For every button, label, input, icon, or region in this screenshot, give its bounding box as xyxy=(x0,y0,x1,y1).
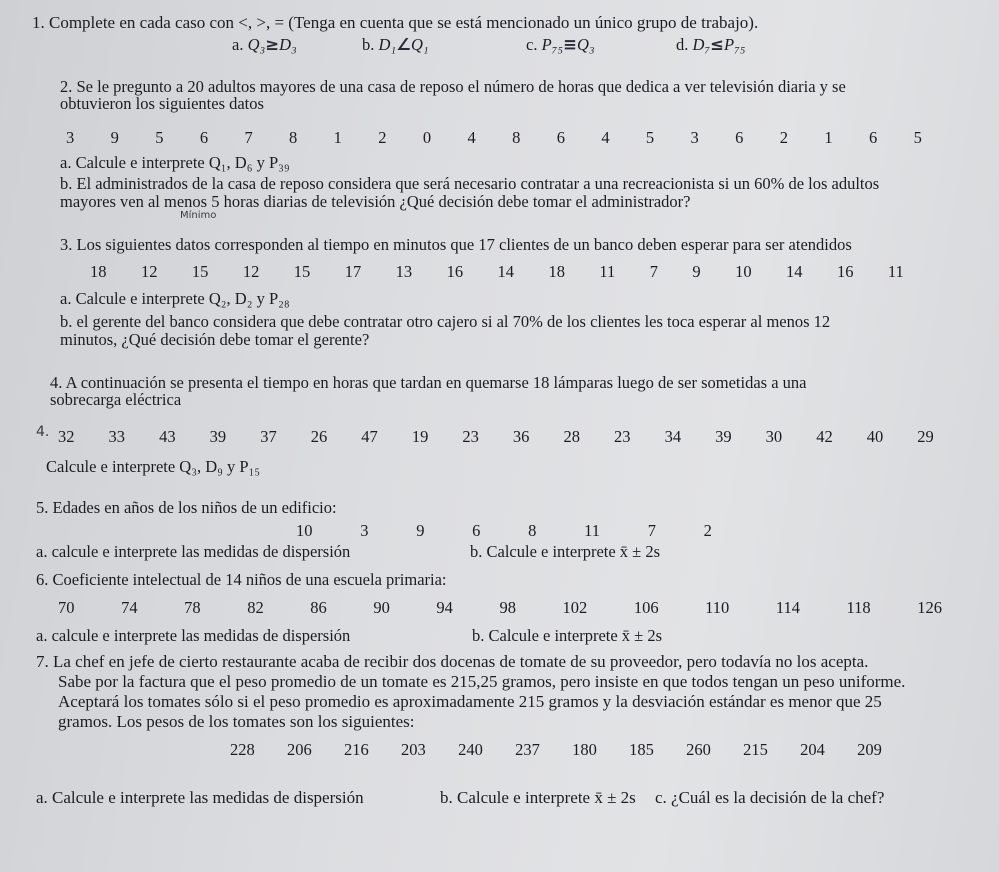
data-value: 9 xyxy=(416,521,425,540)
data-value: 9 xyxy=(110,128,119,147)
item-right: Q₁ xyxy=(410,35,429,54)
item-label: a. xyxy=(232,35,244,54)
data-value: 74 xyxy=(121,598,138,617)
data-value: 47 xyxy=(361,427,378,446)
q1-text: 1. Complete en cada caso con <, >, = (Tenga en cuenta que se está mencionado un único grupo de trabajo). xyxy=(32,13,759,32)
q2-part-b: b. El administrados de la casa de reposo considera que será necesario contratar a una recreacionista si un 60% de los adultos xyxy=(60,174,880,193)
item-right: Q₃ xyxy=(576,35,595,54)
data-value: 3 xyxy=(690,128,699,147)
q5-data-row xyxy=(296,521,712,541)
data-value: 118 xyxy=(846,598,871,617)
data-value: 16 xyxy=(836,262,854,281)
data-value: 215 xyxy=(743,740,768,759)
handwritten-answer: ≤ xyxy=(710,35,724,54)
data-value: 1 xyxy=(824,128,833,147)
q1-item-b xyxy=(362,36,429,54)
data-value: 78 xyxy=(184,598,201,617)
q3-part-a: a. Calcule e interprete Q₂, D₂ y P₂₈ xyxy=(60,289,290,308)
q6-data-row xyxy=(58,598,942,618)
data-value: 209 xyxy=(857,740,882,759)
q5-part-a: a. calcule e interprete las medidas de dispersión xyxy=(36,542,351,561)
data-value: 8 xyxy=(512,128,521,147)
data-value: 1 xyxy=(333,128,342,147)
data-value: 30 xyxy=(765,427,783,446)
data-value: 23 xyxy=(462,427,479,446)
data-value: 36 xyxy=(512,427,530,446)
data-value: 86 xyxy=(310,598,327,617)
data-value: 33 xyxy=(108,427,126,446)
data-value: 39 xyxy=(715,427,732,446)
data-value: 15 xyxy=(293,262,311,281)
data-value: 204 xyxy=(800,740,825,759)
data-value: 114 xyxy=(775,598,800,617)
data-value: 6 xyxy=(472,521,481,540)
q4-part-a: Calcule e interprete Q₃, D₉ y P₁₅ xyxy=(46,457,261,476)
data-value: 19 xyxy=(411,427,429,446)
q1-item-c xyxy=(526,36,595,54)
data-value: 13 xyxy=(395,262,413,281)
data-value: 90 xyxy=(373,598,390,617)
item-right: P₇₅ xyxy=(723,35,746,54)
q4-line: 4. A continuación se presenta el tiempo en horas que tardan en quemarse 18 lámparas luego de ser sometidas a una xyxy=(50,373,807,392)
data-value: 0 xyxy=(422,128,432,147)
data-value: 70 xyxy=(58,598,75,617)
data-value: 18 xyxy=(90,262,107,281)
data-value: 2 xyxy=(378,128,387,147)
data-value: 17 xyxy=(344,262,362,281)
handwritten-answer: ≡ xyxy=(563,35,577,54)
q6-part-b: b. Calcule e interprete x̄ ± 2s xyxy=(472,626,663,645)
data-value: 12 xyxy=(242,262,260,281)
handwritten-answer: ≥ xyxy=(265,35,280,54)
data-value: 43 xyxy=(159,427,176,446)
data-value: 5 xyxy=(645,128,655,147)
data-value: 6 xyxy=(868,128,878,147)
item-left: P₇₅ xyxy=(541,35,564,54)
data-value: 237 xyxy=(515,740,540,759)
q4-line: sobrecarga eléctrica xyxy=(50,390,182,409)
item-right: D₃ xyxy=(279,35,297,54)
data-value: 180 xyxy=(572,740,597,759)
data-value: 2 xyxy=(703,521,712,540)
data-value: 98 xyxy=(499,598,516,617)
data-value: 11 xyxy=(599,262,616,281)
data-value: 203 xyxy=(401,740,426,759)
data-value: 23 xyxy=(614,427,631,446)
data-value: 4 xyxy=(601,128,610,147)
data-value: 102 xyxy=(562,598,588,617)
q7-part-b: b. Calcule e interprete x̄ ± 2s xyxy=(440,788,636,807)
q7-part-a: a. Calcule e interprete las medidas de dispersión xyxy=(36,788,364,807)
q7-line: gramos. Los pesos de los tomates son los siguientes: xyxy=(58,712,415,731)
item-label: c. xyxy=(526,35,538,54)
data-value: 228 xyxy=(230,740,255,759)
data-value: 185 xyxy=(629,740,654,759)
data-value: 6 xyxy=(199,128,209,147)
data-value: 14 xyxy=(786,262,803,281)
q2-line: obtuvieron los siguientes datos xyxy=(60,94,264,113)
data-value: 94 xyxy=(436,598,453,617)
q3-part-b: b. el gerente del banco considera que debe contratar otro cajero si al 70% de los clientes les toca esperar al menos 12 xyxy=(60,312,831,331)
q3-data-row xyxy=(90,262,904,282)
data-value: 260 xyxy=(686,740,711,759)
handwritten-note: Mínimo xyxy=(180,210,217,221)
data-value: 26 xyxy=(310,427,328,446)
data-value: 10 xyxy=(296,521,313,540)
data-value: 5 xyxy=(913,128,922,147)
data-value: 18 xyxy=(548,262,565,281)
data-value: 42 xyxy=(816,427,833,446)
q6-line: 6. Coeficiente intelectual de 14 niños de una escuela primaria: xyxy=(36,570,447,589)
q1-item-d xyxy=(676,36,746,54)
data-value: 40 xyxy=(866,427,884,446)
data-value: 7 xyxy=(244,128,253,147)
data-value: 6 xyxy=(556,128,565,147)
data-value: 8 xyxy=(528,521,537,540)
item-left: D₇ xyxy=(692,35,711,54)
q5-part-b: b. Calcule e interprete x̄ ± 2s xyxy=(470,542,661,561)
q1-item-a xyxy=(232,36,297,54)
data-value: 8 xyxy=(289,128,298,147)
q2-part-a: a. Calcule e interprete Q₁, D₆ y P₃₉ xyxy=(60,153,290,172)
q7-line: Sabe por la factura que el peso promedio de un tomate es 215,25 gramos, pero insiste en que todos tengan un peso uniforme. xyxy=(58,672,906,691)
data-value: 82 xyxy=(247,598,264,617)
data-value: 16 xyxy=(446,262,464,281)
q4-data-row xyxy=(58,427,934,447)
data-value: 2 xyxy=(779,128,788,147)
item-label: d. xyxy=(676,35,689,54)
data-value: 4 xyxy=(467,128,476,147)
data-value: 7 xyxy=(647,521,656,540)
data-value: 39 xyxy=(209,427,227,446)
handwritten-answer: ∠ xyxy=(396,35,411,54)
data-value: 5 xyxy=(155,128,164,147)
data-value: 37 xyxy=(260,427,277,446)
data-value: 106 xyxy=(633,598,659,617)
data-value: 216 xyxy=(344,740,369,759)
data-value: 11 xyxy=(584,521,600,540)
data-value: 126 xyxy=(917,598,942,617)
q3-line: 3. Los siguientes datos corresponden al tiempo en minutos que 17 clientes de un banco deben esperar para ser atendidos xyxy=(60,235,852,254)
q7-part-c: c. ¿Cuál es la decisión de la chef? xyxy=(655,788,885,807)
data-value: 28 xyxy=(563,427,580,446)
handwritten-mark: 4. xyxy=(36,424,50,440)
data-value: 12 xyxy=(140,262,158,281)
data-value: 32 xyxy=(58,427,75,446)
data-value: 3 xyxy=(66,128,75,147)
item-left: Q₃ xyxy=(247,35,266,54)
q7-line: 7. La chef en jefe de cierto restaurante acaba de recibir dos docenas de tomate de su proveedor, pero todavía no los acepta. xyxy=(36,652,869,671)
data-value: 206 xyxy=(287,740,312,759)
item-label: b. xyxy=(362,35,375,54)
q2-part-b: mayores ven al menos 5 horas diarias de televisión ¿Qué decisión debe tomar el administrador? xyxy=(60,192,691,211)
data-value: 3 xyxy=(360,521,369,540)
data-value: 34 xyxy=(664,427,682,446)
data-value: 240 xyxy=(458,740,483,759)
q7-data-row xyxy=(230,740,882,760)
q5-line: 5. Edades en años de los niños de un edificio: xyxy=(36,498,337,517)
item-left: D₁ xyxy=(378,35,397,54)
data-value: 29 xyxy=(917,427,934,446)
data-value: 10 xyxy=(735,262,752,281)
data-value: 6 xyxy=(735,128,744,147)
q2-line: 2. Se le pregunto a 20 adultos mayores de una casa de reposo el número de horas que dedica a ver televisión diaria y se xyxy=(60,77,846,96)
data-value: 11 xyxy=(887,262,904,281)
q6-part-a: a. calcule e interprete las medidas de dispersión xyxy=(36,626,351,645)
data-value: 7 xyxy=(649,262,658,281)
q2-data-row xyxy=(66,128,922,148)
data-value: 110 xyxy=(705,598,730,617)
data-value: 9 xyxy=(692,262,701,281)
data-value: 14 xyxy=(497,262,514,281)
q7-line: Aceptará los tomates sólo si el peso promedio es aproximadamente 215 gramos y la desviación estándar es menor que 25 xyxy=(58,692,882,711)
data-value: 15 xyxy=(191,262,209,281)
q3-part-b: minutos, ¿Qué decisión debe tomar el gerente? xyxy=(60,330,370,349)
